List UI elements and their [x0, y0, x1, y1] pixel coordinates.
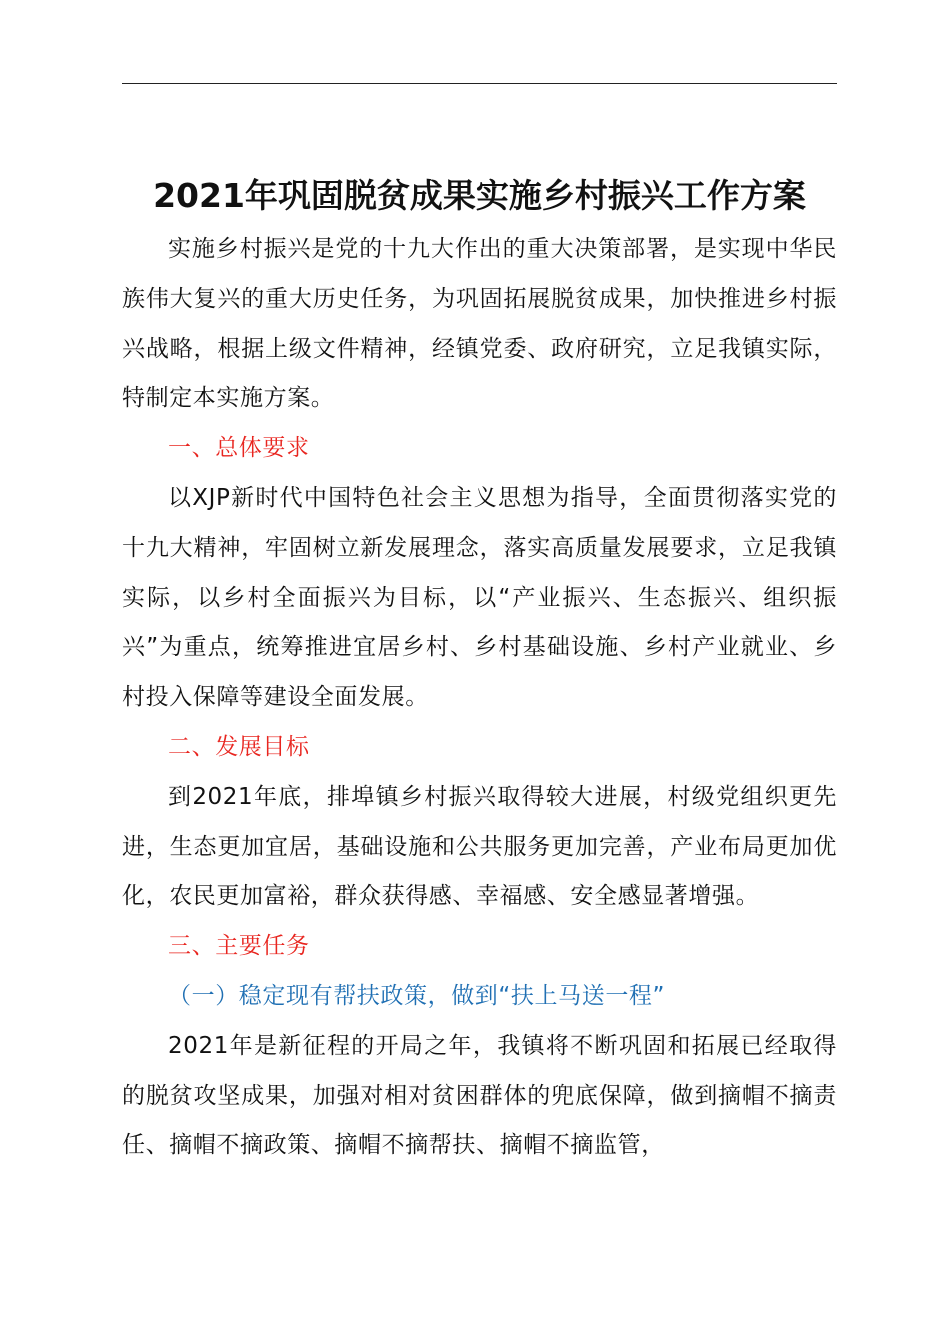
section-heading-main-tasks: 三、主要任务 [168, 933, 310, 960]
document-title: 2021年巩固脱贫成果实施乡村振兴工作方案 [153, 176, 806, 216]
stable-policies-paragraph: 2021年是新征程的开局之年，我镇将不断巩固和拓展已经取得的脱贫攻坚成果，加强对相对贫困群体的兜底保障，做到摘帽不摘责任、摘帽不摘政策、摘帽不摘帮扶、摘帽不摘监管， [122, 1032, 837, 1159]
development-goals-paragraph: 到2021年底，排埠镇乡村振兴取得较大进展，村级党组织更先进，生态更加宜居，基础设施和公共服务更加完善，产业布局更加优化，农民更加富裕，群众获得感、幸福感、安全感显著增强。 [122, 783, 837, 910]
section-heading-general-requirements: 一、总体要求 [168, 435, 310, 462]
section-heading-development-goals: 二、发展目标 [168, 733, 310, 760]
general-requirements-paragraph: 以XJP新时代中国特色社会主义思想为指导，全面贯彻落实党的十九大精神，牢固树立新发展理念，落实高质量发展要求，立足我镇实际，以乡村全面振兴为目标，以“产业振兴、生态振兴、组织振兴”为重点，统筹推进宜居乡村、乡村基础设施、乡村产业就业、乡村投入保障等建设全面发展。 [122, 484, 837, 711]
subsection-heading-stable-policies: （一）稳定现有帮扶政策，做到“扶上马送一程” [168, 982, 666, 1009]
intro-paragraph: 实施乡村振兴是党的十九大作出的重大决策部署，是实现中华民族伟大复兴的重大历史任务，为巩固拓展脱贫成果，加快推进乡村振兴战略，根据上级文件精神，经镇党委、政府研究，立足我镇实际，特制定本实施方案。 [122, 236, 837, 412]
header-rule [122, 83, 837, 84]
document-body [122, 225, 837, 1171]
